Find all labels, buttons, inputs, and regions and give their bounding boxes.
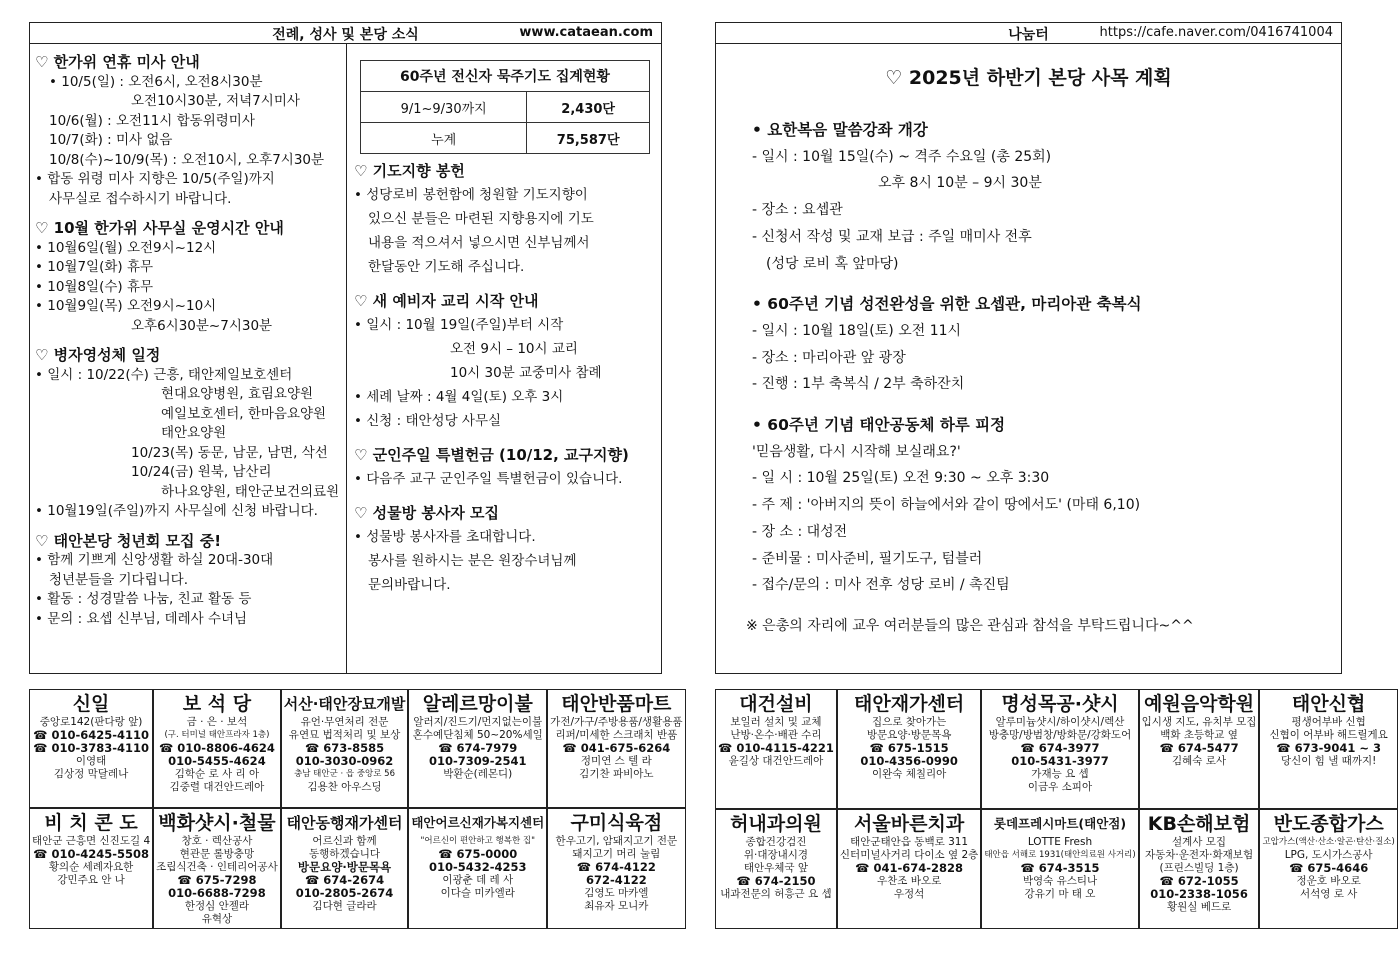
ad-desc: 리퍼/미세한 스크래치 반품 [555,729,678,741]
ad-phone: ☎ 674-2150 [736,874,816,888]
ad-name: 구미식육점 [570,812,663,834]
notice-line: ※ 은총의 자리에 교우 여러분들의 많은 관심과 참석을 부탁드립니다~^^ [746,617,1194,634]
tally-cell: 75,587단 [527,123,650,154]
section-heading: ♡ 새 예비자 교리 시작 안내 [354,292,539,310]
notice-line: 사무실로 접수하시기 바랍니다. [49,190,232,207]
ad-owner: 당신이 힘 낼 때까지! [1280,755,1377,767]
ad-name: 태안신협 [1291,693,1366,715]
ad-name: 서울바른치과 [854,813,965,835]
ad-desc: 가전/가구/주방용품/생활용품 [550,716,683,728]
ad-owner: 김상정 막달레나 [53,768,129,780]
ad-owner: 김영도 마카엘 [584,887,649,899]
column-divider [346,43,347,673]
ad-name: 명성목공·샷시 [1001,693,1119,715]
ad-phone: ☎ 674-3515 [1020,861,1100,875]
ad-owner: 강민주요 안 나 [57,874,125,886]
section-heading: ♡ 병자영성체 일정 [35,346,161,364]
ad-phone: ☎ 675-4646 [1289,861,1369,875]
notice-line: - 진행 : 1부 축복식 / 2부 축하잔치 [752,376,965,393]
right-header-url[interactable]: https://cafe.naver.com/0416741004 [1099,25,1333,40]
notice-line: - 일시 : 10월 18일(토) 오전 11시 [752,322,962,339]
notice-line: • 일시 : 10월 19일(주일)부터 시작 [354,317,564,333]
ad-desc: 백화 초등학교 옆 [1160,729,1238,741]
ad-phone: ☎ 672-1055 [1159,874,1239,888]
ad-name: 예원음악학원 [1143,693,1255,715]
ad-owner: 김혜숙 로사 [1172,755,1227,767]
ad-desc: 혼수예단침체 50~20%세일 [412,729,543,741]
ad-name: 태안어르신재가복지센터 [411,815,545,830]
section-heading: ♡ 군인주일 특별헌금 (10/12, 교구지향) [354,446,629,464]
section-heading: ♡ 성물방 봉사자 모집 [354,504,500,522]
ad-card [153,689,281,808]
ad-owner: 황의순 세례자요한 [48,861,134,873]
ad-card [281,689,409,808]
notice-line: 오전10시30분, 저녁7시미사 [131,93,300,109]
notice-line: 오후6시30분~7시30분 [131,317,273,334]
ad-card [1139,689,1260,809]
ad-desc: 조립식건축 · 인테리어공사 [156,861,278,873]
right-notice-panel [715,22,1342,674]
ad-desc: (프린스빌딩 1층) [1159,862,1239,874]
ad-phone: 010-5432-4253 [428,860,527,874]
ad-name: 허내과의원 [730,813,822,835]
ad-owner: 정운호 바오로 [1296,875,1361,887]
notice-line: 있으신 분들은 마련된 지향용지에 기도 [368,211,594,227]
ad-card [1259,689,1397,809]
notice-line: 한달동안 기도해 주십니다. [368,259,525,275]
notice-line: - 일 시 : 10월 25일(토) 오전 9:30 ~ 오후 3:30 [752,470,1050,487]
plan-body [746,117,1337,640]
left-notice-panel [29,22,662,674]
ad-owner: 유혁상 [201,913,233,925]
ad-desc: 알러지/진드기/먼지없는이불 [413,716,543,728]
ad-desc: 자동차·운전자·화재보험 [1144,849,1254,861]
ad-owner: 김중렬 대건안드레아 [169,781,265,793]
notice-line: • 다음주 교구 군인주일 특별헌금이 있습니다. [354,471,623,487]
ad-desc: 방충망/방범창/방화문/강화도어 [988,729,1132,741]
ad-phone: ☎ 675-1515 [869,741,949,755]
notice-line: • 활동 : 성경말씀 나눔, 친교 활동 등 [35,591,252,607]
notice-line: • 10월8일(수) 휴무 [35,278,154,295]
ad-name: 태안동행재가센터 [286,814,403,832]
ad-name: 대건설비 [739,693,813,715]
ad-phone: ☎ 010-4245-5508 [33,847,150,861]
ad-owner: 김기찬 파비아노 [579,768,654,780]
ad-name: 백화샷시·철물 [158,812,276,834]
ad-name: 보 석 당 [182,693,252,715]
ad-card [981,809,1138,929]
ad-name: 신일 [72,693,110,715]
left-header-url[interactable]: www.cataean.com [519,25,653,40]
ad-owner: 우찬조 바오로 [877,875,942,887]
ad-card [547,808,685,929]
notice-line: • 10월6일(월) 오전9시~12시 [35,239,217,256]
ad-desc: "어르신이 편안하고 행복한 집" [420,836,535,846]
ad-desc: 태안군 근흥면 신진도길 4 [32,835,151,847]
notice-line: • 신청 : 태안성당 사무실 [354,413,502,429]
tally-cell: 9/1~9/30까지 [361,92,527,123]
ad-desc: 입시생 지도, 유치부 모집 [1141,716,1257,728]
ad-name: 서산·태안장묘개발 [283,695,406,713]
ad-owner: 충남 태안군 · 읍 중앙로 56 [294,769,395,779]
notice-line: • 10월7일(화) 휴무 [35,259,154,275]
ad-phone: 방문요양·방문목욕 [297,860,392,874]
notice-line: 하나요양원, 태안군보건의료원 [161,483,340,500]
ad-card [981,689,1138,809]
notice-line: (성당 로비 혹 앞마당) [766,255,899,272]
ad-owner: 이완숙 체칠리아 [871,768,947,780]
ad-owner: 윤길상 대건안드레아 [728,755,824,767]
notice-line: 내용을 적으셔서 넣으시면 신부님께서 [368,235,590,251]
tally-cell: 2,430단 [527,92,650,123]
notice-line: • 10월9일(목) 오전9시~10시 [35,298,217,314]
section-heading: ♡ 태안본당 청년회 모집 중! [35,531,222,550]
ad-phone: ☎ 674-5477 [1159,741,1239,755]
ad-desc: 한우고기, 암돼지고기 전문 [555,835,678,847]
ad-card [1259,809,1397,929]
ad-owner: 이금우 소피아 [1027,781,1093,793]
ad-owner: 내과전문의 허흥근 요 셉 [720,888,832,900]
ad-owner: 강유기 마 태 오 [1024,888,1096,900]
left-column-2 [354,159,659,597]
ad-owner: 우정석 [893,888,925,900]
notice-line: • 세례 날짜 : 4월 4일(토) 오후 3시 [354,389,564,405]
ad-name: 롯데프레시마트(태안점) [993,816,1127,831]
ad-owner: 김학순 로 사 리 아 [174,768,260,780]
ads-left [29,689,683,929]
ad-desc: LPG, 도시가스공사 [1284,849,1373,861]
ad-phone: ☎ 674-4122 [576,860,656,874]
notice-line: 10/7(화) : 미사 없음 [49,132,173,148]
section-heading: • 60주년 기념 성전완성을 위한 요셉관, 마리아관 축복식 [752,295,1142,314]
ad-card [408,808,547,929]
ad-owner: 김다현 글라라 [312,900,377,912]
left-header [30,23,661,44]
ad-card [715,689,837,809]
notice-line: 10/23(목) 동문, 남문, 남면, 삭선 [131,444,328,461]
notice-line: 청년분들을 기다립니다. [49,571,188,588]
notice-line: • 일시 : 10/22(수) 근흥, 태안제일보호센터 [35,366,293,383]
ad-phone: 010-7309-2541 [428,754,527,768]
ad-phone: 010-4356-0990 [860,754,958,768]
notice-line: 10/6(월) : 오전11시 합동위령미사 [49,112,255,129]
ad-phone: 010-2805-2674 [295,886,394,900]
ad-desc: 유언·무연처리 전문 [300,716,389,728]
section-heading: • 60주년 기념 태안공동체 하루 피정 [752,416,1006,435]
ad-desc: 돼지고기 머리 눌림 [572,848,661,860]
ad-desc: 유연묘 법적처리 및 보상 [288,729,401,741]
notice-line: • 10월19일(주일)까지 사무실에 신청 바랍니다. [35,503,318,519]
right-header-title: 나눔터 [1008,27,1049,43]
notice-line: 오전 9시 – 10시 교리 [450,341,578,357]
ad-desc: 평생어부바 신협 [1291,716,1366,728]
ad-owner: 김용찬 아우스딩 [307,781,382,793]
notice-line: - 장소 : 마리아관 앞 광장 [752,349,906,366]
ad-phone: ☎ 673-8585 [304,741,385,755]
ad-card [153,808,281,929]
right-header [716,23,1341,44]
ad-phone: ☎ 674-3977 [1020,741,1100,755]
ad-desc: 중앙로142(판다랑 앞) [39,716,143,728]
notice-line: • 10/5(일) : 오전6시, 오전8시30분 [49,73,263,90]
ad-desc: 태안군태안읍 동백로 311 [850,836,969,848]
ad-owner: 이다슬 미카엘라 [440,887,515,899]
ad-desc: 종합건강검진 [745,836,807,848]
notice-line: 예일보호센터, 한마음요양원 [161,405,327,422]
notice-line: - 주 제 : '아버지의 뜻이 하늘에서와 같이 땅에서도' (마태 6,10) [752,497,1141,514]
ad-phone: 010-5431-3977 [1011,754,1109,768]
ad-owner: 황원실 베드로 [1166,901,1232,913]
ad-desc: 방문요양·방문목욕 [866,729,952,741]
notice-line: • 함께 기쁘게 신앙생활 하실 20대-30대 [35,552,274,568]
ad-card [29,808,153,929]
ad-desc: 신협이 어부바 해드릴게요 [1269,729,1388,741]
ad-card [408,689,547,808]
notice-line: - 장 소 : 대성전 [752,523,848,540]
notice-line: - 접수/문의 : 미사 전후 성당 로비 / 촉진팀 [752,577,1010,594]
notice-line: • 문의 : 요셉 신부님, 데레사 수녀님 [35,610,248,627]
notice-line: 오후 8시 10분 – 9시 30분 [878,175,1042,192]
ad-phone: ☎ 041-674-2828 [855,861,964,875]
ad-card [1139,809,1260,929]
ad-desc: 어르신과 함께 [312,835,377,847]
section-heading: • 요한복음 말씀강좌 개강 [752,121,928,139]
ad-name: 태안재가센터 [854,693,965,715]
notice-line: 봉사를 원하시는 분은 원장수녀님께 [368,553,577,569]
ad-phone: ☎ 673-9041 ~ 3 [1276,741,1382,755]
ad-phone: ☎ 010-8806-4624 [158,741,275,755]
ad-desc: 집으로 찾아가는 [871,716,947,728]
notice-line: 10시 30분 교중미사 참례 [450,365,602,381]
ad-desc: 고압가스(액산·산소·알곤·탄산·질소) [1262,837,1395,847]
tally-cell: 누계 [361,123,527,154]
ad-desc: 보일러 설치 및 교체 [730,716,822,728]
ad-phone: ☎ 010-3783-4110 [33,741,150,755]
ad-desc: 난방·온수·배관 수리 [730,729,822,741]
ad-owner: 정미연 스 텔 라 [580,755,652,767]
ad-owner: 가재능 요 셉 [1031,768,1089,780]
ad-card [547,689,685,808]
notice-line: '믿음생활, 다시 시작해 보실래요?' [752,443,961,460]
notice-line: 태안요양원 [161,425,227,441]
notice-line: • 합동 위령 미사 지향은 10/5(주일)까지 [35,171,275,187]
ad-name: 비 치 콘 도 [44,812,138,834]
notice-line: 현대요양병원, 효림요양원 [161,386,314,402]
ad-owner: 최유자 모니카 [584,900,649,912]
section-heading: ♡ 기도지향 봉헌 [354,162,465,180]
ad-phone: 010-6688-7298 [168,886,266,900]
notice-line: • 성당로비 봉헌함에 청원할 기도지향이 [354,187,588,203]
ads-right [715,689,1395,929]
ad-desc: 알루미늄샷시/하이샷시/렉산 [995,716,1125,728]
ad-phone: ☎ 674-2674 [304,873,385,887]
ad-owner: 이광춘 데 레 사 [442,874,514,886]
ad-desc: 태안우체국 앞 [743,862,809,874]
ad-phone: ☎ 010-6425-4110 [33,728,150,742]
ad-card [715,809,837,929]
ad-desc: 위·대장내시경 [743,849,809,861]
ad-name: 태안반품마트 [561,693,672,715]
ad-phone: ☎ 675-0000 [438,847,518,861]
rosary-tally [360,60,650,154]
ad-owner: 한정심 안젤라 [184,900,250,912]
ad-phone: ☎ 674-7979 [438,741,518,755]
ad-card [281,808,409,929]
ad-phone: 010-3030-0962 [295,754,394,768]
notice-line: 10/8(수)~10/9(목) : 오전10시, 오후7시30분 [49,151,325,168]
ad-phone: 672-4122 [585,873,647,887]
section-heading: ♡ 10월 한가위 사무실 운영시간 안내 [35,219,284,237]
ad-desc: 창호 · 렉산공사 [181,835,253,847]
ad-phone: ☎ 010-4115-4221 [718,741,834,755]
ad-phone: ☎ 041-675-6264 [562,741,671,755]
ad-desc: 태안읍 서해로 1931(태안의료원 사거리) [984,850,1136,860]
ad-desc: 설계사 모집 [1172,836,1227,848]
section-heading: ♡ 한가위 연휴 미사 안내 [35,53,200,71]
notice-line: 문의바랍니다. [368,577,451,593]
ad-desc: 금 · 은 · 보석 [186,716,248,728]
ad-desc: LOTTE Fresh [1027,836,1093,848]
notice-line: - 준비물 : 미사준비, 필기도구, 텀블러 [752,550,983,567]
ad-owner: 박환순(레몬디) [443,768,513,780]
left-column-1 [35,53,345,629]
ad-card [837,809,981,929]
plan-title: ♡ 2025년 하반기 본당 사목 계획 [885,67,1172,89]
ad-phone: 010-2338-1056 [1150,887,1248,901]
ad-desc: (구. 터미널 태안프라자 1층) [164,730,270,740]
tally-title: 60주년 전신자 묵주기도 집계현황 [361,61,650,92]
ad-card [837,689,981,809]
notice-line: • 성물방 봉사자를 초대합니다. [354,529,536,545]
ad-phone: ☎ 675-7298 [177,873,257,887]
ad-desc: 현관문 롤방충망 [179,848,255,860]
ad-owner: 서석영 로 사 [1299,888,1358,900]
ad-name: 반도종합가스 [1273,813,1384,835]
ad-desc: 동행하겠습니다 [309,848,381,860]
left-header-title: 전례, 성사 및 본당 소식 [272,27,419,43]
notice-line: - 일시 : 10월 15일(수) ~ 격주 수요일 (총 25회) [752,148,1052,165]
ad-owner: 박영숙 유스티나 [1022,875,1098,887]
notice-line: 10/24(금) 원북, 남산리 [131,464,272,480]
ad-name: 알레르망이불 [422,693,533,715]
ad-phone: 010-5455-4624 [168,754,266,768]
ad-card [29,689,153,808]
notice-line: - 신청서 작성 및 교재 보급 : 주일 매미사 전후 [752,228,1032,245]
ad-name: KB손해보험 [1147,813,1251,835]
notice-line: - 장소 : 요셉관 [752,202,843,219]
ad-owner: 이영태 [75,755,107,767]
ad-desc: 신터미널사거리 다이소 옆 2층 [839,849,979,861]
